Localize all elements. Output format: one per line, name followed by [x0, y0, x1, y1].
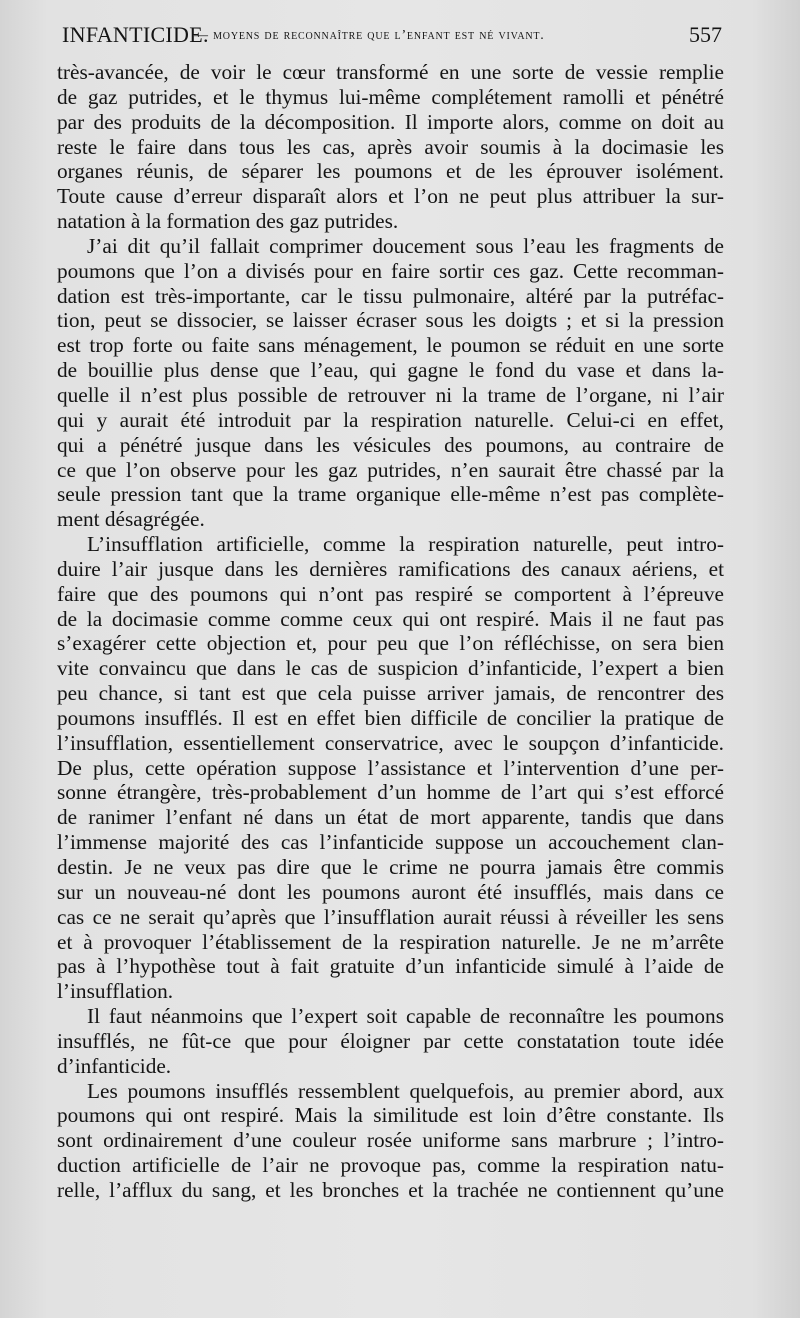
text-line: seule pression tant que la trame organique elle-même n’est pas complète- — [57, 482, 724, 507]
text-line: De plus, cette opération suppose l’assistance et l’intervention d’une per- — [57, 755, 724, 780]
text-line: natation à la formation des gaz putrides. — [57, 209, 399, 234]
text-line: sont ordinairement d’une couleur rosée uniforme sans marbrure ; l’intro- — [57, 1128, 724, 1153]
running-head-subtitle: — moyens de reconnaître que l’enfant est né vivant. — [194, 28, 545, 43]
text-line: poumons insufflés. Il est en effet bien difficile de concilier la pratique de — [57, 705, 724, 730]
text-line: dation est très-importante, car le tissu pulmonaire, altéré par la putréfac- — [57, 283, 724, 308]
text-line: reste le faire dans tous les cas, après avoir soumis à la docimasie les — [57, 134, 724, 159]
paragraph — [57, 532, 724, 1004]
text-line: qui y aurait été introduit par la respiration naturelle. Celui-ci en effet, — [57, 407, 724, 432]
text-line: par des produits de la décomposition. Il importe alors, comme on doit au — [57, 109, 724, 134]
text-line: poumons qui ont respiré. Mais la similitude est loin d’être constante. Ils — [57, 1103, 724, 1128]
text-line: de la docimasie comme comme ceux qui ont respiré. Mais il ne faut pas — [57, 606, 724, 631]
text-line: insufflés, ne fût-ce que pour éloigner par cette constatation toute idée — [57, 1028, 724, 1053]
text-line: tion, peut se dissocier, se laisser écraser sous les doigts ; et si la pression — [57, 308, 724, 333]
text-line: sur un nouveau-né dont les poumons auront été insufflés, mais dans ce — [57, 879, 724, 904]
text-line: qui a pénétré jusque dans les vésicules des poumons, au contraire de — [57, 432, 724, 457]
text-line: l’insufflation, essentiellement conservatrice, avec le soupçon d’infanticide. — [57, 730, 724, 755]
text-line: l’immense majorité des cas l’infanticide suppose un accouchement clan- — [57, 830, 724, 855]
page-number: 557 — [689, 22, 722, 47]
text-line: et à provoquer l’établissement de la respiration naturelle. Je ne m’arrête — [57, 929, 724, 954]
text-line: très-avancée, de voir le cœur transformé en une sorte de vessie remplie — [57, 60, 724, 84]
text-line: destin. Je ne veux pas dire que le crime ne pourra jamais être commis — [57, 855, 724, 879]
text-line: Il faut néanmoins que l’expert soit capable de reconnaître les poumons — [87, 1004, 724, 1029]
text-line: s’exagérer cette objection et, pour peu que l’on réfléchisse, on sera bien — [57, 631, 724, 656]
paragraph — [57, 234, 724, 532]
text-line: faire que des poumons qui n’ont pas respiré se comportent à l’épreuve — [57, 581, 724, 606]
text-line: relle, l’afflux du sang, et les bronches et la trachée ne contiennent qu’une — [57, 1177, 724, 1202]
text-line: peu chance, si tant est que cela puisse arriver jamais, de rencontrer des — [57, 681, 724, 706]
text-line: l’insufflation. — [57, 979, 174, 1004]
text-line: J’ai dit qu’il fallait comprimer doucement sous l’eau les fragments de — [87, 233, 724, 258]
text-line: quelle il n’est plus possible de retrouver ni la trame de l’organe, ni l’air — [57, 382, 724, 407]
text-line: pas à l’hypothèse tout à fait gratuite d’un infanticide simulé à l’aide de — [57, 954, 724, 979]
paragraph — [57, 1004, 724, 1079]
running-head — [62, 22, 722, 52]
text-line: d’infanticide. — [57, 1053, 172, 1078]
text-line: Les poumons insufflés ressemblent quelquefois, au premier abord, aux — [87, 1078, 724, 1103]
text-line: de ranimer l’enfant né dans un état de mort apparente, tandis que dans — [57, 805, 724, 830]
text-line: organes réunis, de séparer les poumons et de les éprouver isolément. — [57, 159, 724, 184]
text-line: de bouillie plus dense que l’eau, qui gagne le fond du vase et dans la- — [57, 358, 724, 383]
text-line: duire l’air jusque dans les dernières ramifications des canaux aériens, et — [57, 556, 724, 581]
text-line: est trop forte ou faite sans ménagement, le poumon se réduit en une sorte — [57, 333, 724, 358]
text-line: Toute cause d’erreur disparaît alors et l’on ne peut plus attribuer la sur- — [57, 184, 724, 209]
text-line: sonne étrangère, très-probablement d’un homme de l’art qui s’est efforcé — [57, 780, 724, 805]
text-line: L’insufflation artificielle, comme la respiration naturelle, peut intro- — [87, 532, 724, 557]
text-line: poumons que l’on a divisés pour en faire sortir ces gaz. Cette recomman- — [57, 258, 724, 283]
text-line: vite convaincu que dans le cas de suspicion d’infanticide, l’expert a bien — [57, 656, 724, 681]
text-line: de gaz putrides, et le thymus lui-même complétement ramolli et pénétré — [57, 84, 724, 109]
text-line: cas ce ne serait qu’après que l’insufflation aurait réussi à réveiller les sens — [57, 904, 724, 929]
text-line: duction artificielle de l’air ne provoque pas, comme la respiration natu- — [57, 1153, 724, 1178]
body-text — [57, 60, 724, 1203]
text-line: ment désagrégée. — [57, 507, 205, 532]
paragraph — [57, 1079, 724, 1203]
text-line: ce que l’on observe pour les gaz putrides, n’en saurait être chassé par la — [57, 457, 724, 482]
paragraph — [57, 60, 724, 234]
running-head-title: INFANTICIDE. — [62, 22, 209, 47]
